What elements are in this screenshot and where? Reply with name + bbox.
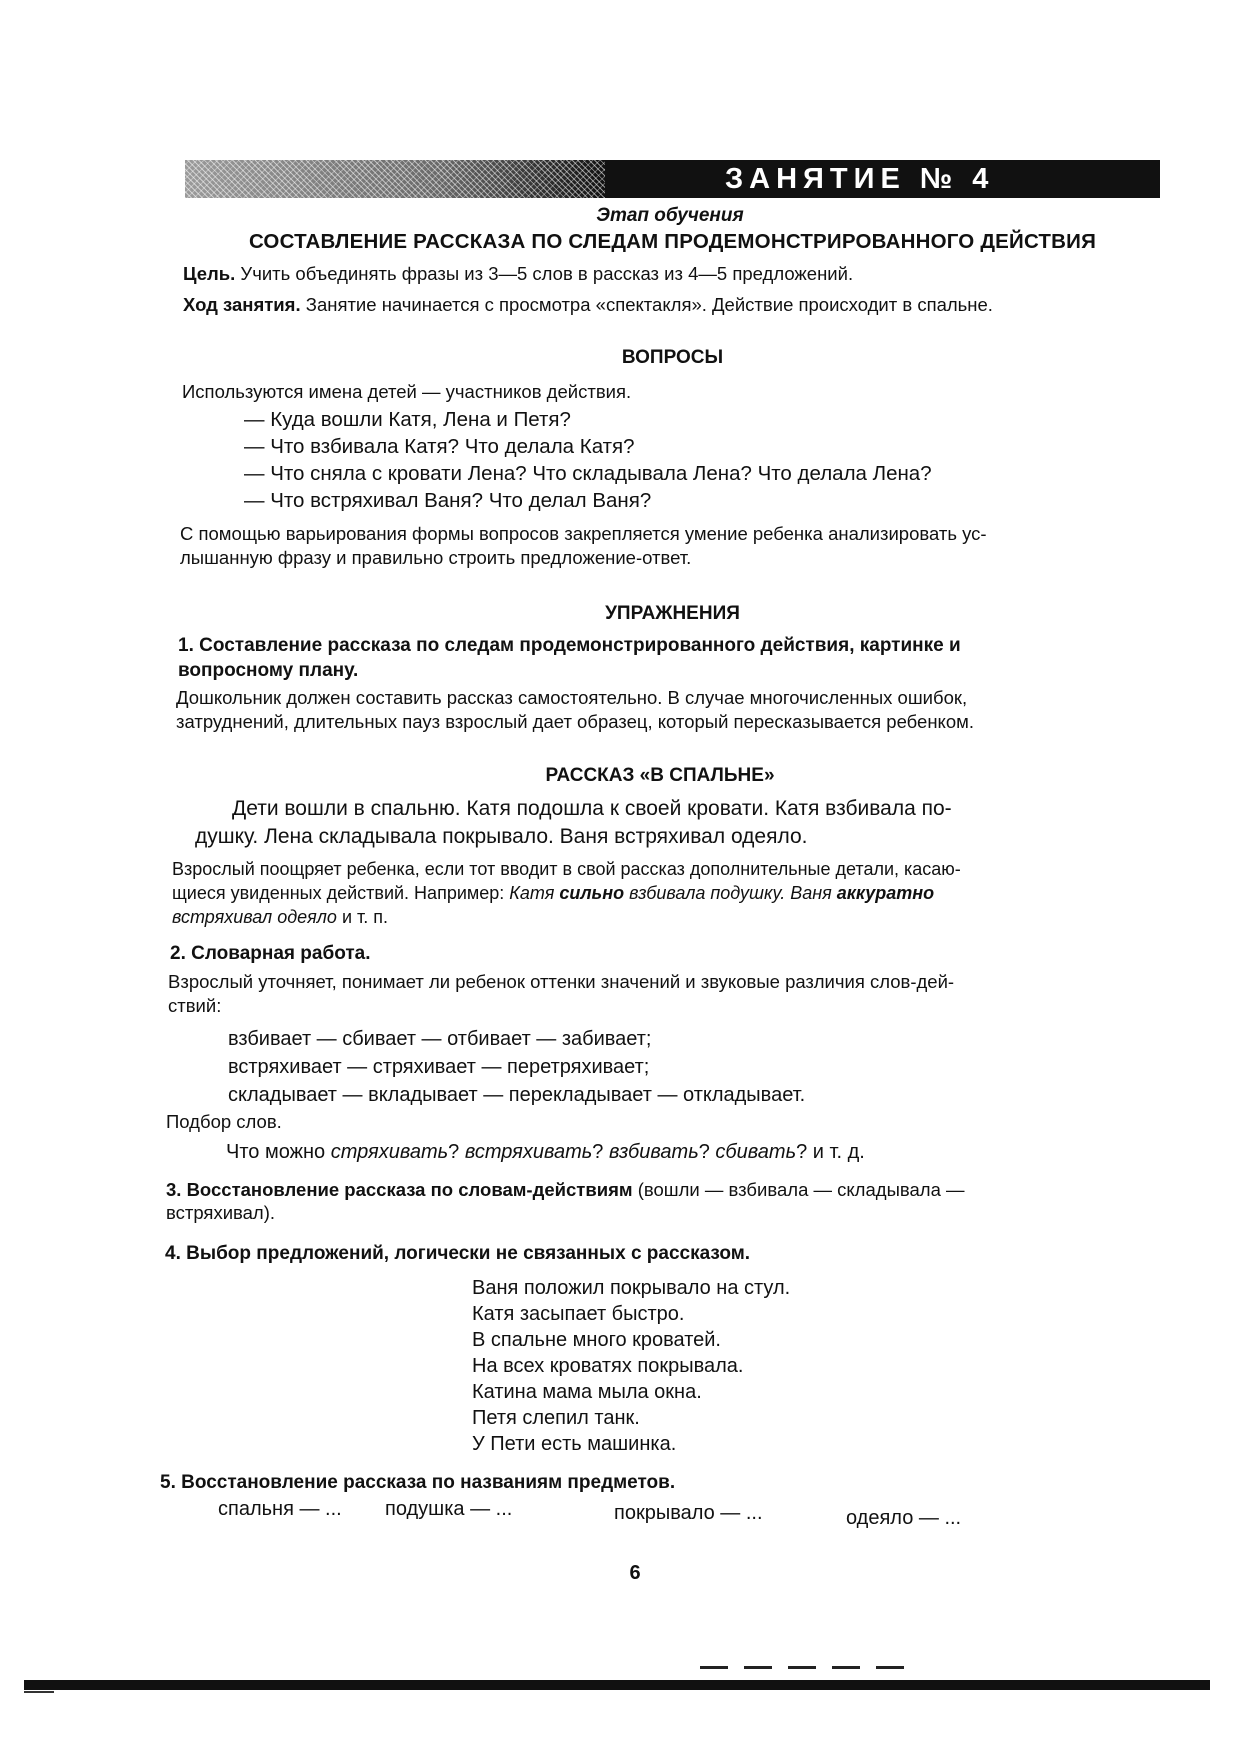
sentence-item: У Пети есть машинка. [472,1433,677,1455]
selection-text: ? [698,1141,716,1163]
selection-label: Подбор слов. [166,1111,282,1132]
object-item: покрывало — ... [614,1502,763,1524]
object-item: подушка — ... [385,1498,513,1520]
questions-note-line: лышанную фразу и правильно строить предложение-ответ. [180,547,692,568]
praise-tail: и т. п. [336,907,388,927]
selection-verb: стряхивать [330,1141,449,1163]
exercise-4-sentences [472,1275,922,1457]
sentence-item: На всех кроватях покрывала. [472,1355,744,1377]
question-item: — Что сняла с кровати Лена? Что складывала Лена? Что делала Лена? [244,462,932,485]
exercises-heading: УПРАЖНЕНИЯ [605,603,740,624]
exercise-1-text-line: Дошкольник должен составить рассказ самостоятельно. В случае многочисленных ошибок, [176,687,968,708]
lesson-banner [185,160,1160,198]
selection-text: ? и т. д. [796,1141,865,1163]
lesson-title: ЗАНЯТИЕ № 4 [725,163,995,195]
exercise-3-line: встряхивал). [166,1202,276,1223]
goal-label: Цель. [183,263,236,284]
sentence-item: Катина мама мыла окна. [472,1381,702,1403]
question-item: — Куда вошли Катя, Лена и Петя? [244,408,571,431]
praise-paragraph [172,857,1172,929]
exercise-2-text-line: Взрослый уточняет, понимает ли ребенок оттенки значений и звуковые различия слов-дей- [168,971,955,992]
praise-line: Взрослый поощряет ребенка, если тот вводит в свой рассказ дополнительные детали, касаю- [172,859,961,879]
word-row: встряхивает — стряхивает — перетряхивает; [228,1056,650,1078]
exercise-1-title-line: 1. Составление рассказа по следам продемонстрированного действия, картинке и [178,635,961,656]
story-heading: РАССКАЗ «В СПАЛЬНЕ» [545,765,775,786]
sentence-item: Ваня положил покрывало на стул. [472,1277,791,1299]
selection-question [226,1141,1126,1164]
questions-note-line: С помощью варьирования формы вопросов закрепляется умение ребенка анализировать ус- [180,523,987,544]
story-line: Дети вошли в спальню. Катя подошла к своей кровати. Катя взбивала по- [232,797,952,820]
selection-verb: сбивать [715,1141,797,1163]
selection-text: ? [448,1141,465,1163]
exercise-2-text-line: ствий: [168,995,222,1016]
selection-text: ? [592,1141,609,1163]
praise-intro: щиеся увиденных действий. Например: [172,883,510,903]
footer-rule-tick [24,1691,54,1693]
goal-paragraph [183,262,1173,286]
word-row: взбивает — сбивает — отбивает — забивает; [228,1028,652,1050]
questions-note [180,522,1180,570]
word-row: складывает — вкладывает — перекладывает — откладывает. [228,1084,806,1106]
exercise-2-title: 2. Словарная работа. [170,943,371,964]
exercise-5-title: 5. Восстановление рассказа по названиям предметов. [160,1472,676,1493]
stage-label: Этап обучения [596,205,744,226]
banner-texture [185,160,605,198]
question-item: — Что встряхивал Ваня? Что делал Ваня? [244,489,652,512]
object-item: спальня — ... [218,1498,342,1520]
exercise-3 [166,1178,1166,1224]
questions-intro: Используются имена детей — участников действия. [182,381,632,402]
exercise-1-title-line: вопросному плану. [178,660,359,681]
footer-rule [24,1680,1210,1690]
praise-line [172,905,1172,929]
object-item: одеяло — ... [846,1507,962,1529]
exercise-2-text [168,970,1168,1018]
stage-title: СОСТАВЛЕНИЕ РАССКАЗА ПО СЛЕДАМ ПРОДЕМОНСТРИРОВАННОГО ДЕЙСТВИЯ [248,230,1097,253]
page-number: 6 [629,1562,641,1584]
sentence-item: В спальне много кроватей. [472,1329,721,1351]
praise-emphasis: аккуратно [836,883,935,903]
exercise-3-line [166,1178,1166,1201]
course-paragraph [183,293,1173,317]
exercise-3-text: (вошли — взбивала — складывала — [632,1179,965,1200]
course-text: Занятие начинается с просмотра «спектакля». Действие происходит в спальне. [300,294,993,315]
course-label: Ход занятия. [183,294,301,315]
questions-heading: ВОПРОСЫ [621,347,724,368]
question-item: — Что взбивала Катя? Что делала Катя? [244,435,635,458]
story-line: душку. Лена складывала покрывало. Ваня встряхивал одеяло. [195,825,808,848]
praise-example: встряхивал одеяло [172,907,337,927]
sentence-item: Петя слепил танк. [472,1407,640,1429]
goal-text: Учить объединять фразы из 3—5 слов в рассказ из 4—5 предложений. [235,263,854,284]
exercise-1-text [176,686,1176,734]
praise-line [172,881,1172,905]
selection-verb: встряхивать [464,1141,593,1163]
praise-emphasis: сильно [559,883,625,903]
praise-example: взбивала подушку. Ваня [624,883,837,903]
questions-list [244,406,1174,514]
sentence-item: Катя засыпает быстро. [472,1303,685,1325]
exercise-1-title [178,633,1178,683]
exercise-4-title: 4. Выбор предложений, логически не связанных с рассказом. [165,1243,751,1264]
selection-text: Что можно [226,1141,331,1163]
selection-verb: взбивать [608,1141,699,1163]
word-rows [228,1025,1128,1109]
exercise-3-title: 3. Восстановление рассказа по словам-действиям [166,1179,633,1200]
praise-example: Катя [509,883,560,903]
exercise-1-text-line: затруднений, длительных пауз взрослый дает образец, который пересказывается ребенком. [176,711,975,732]
footer-dash-rule [700,1666,920,1669]
